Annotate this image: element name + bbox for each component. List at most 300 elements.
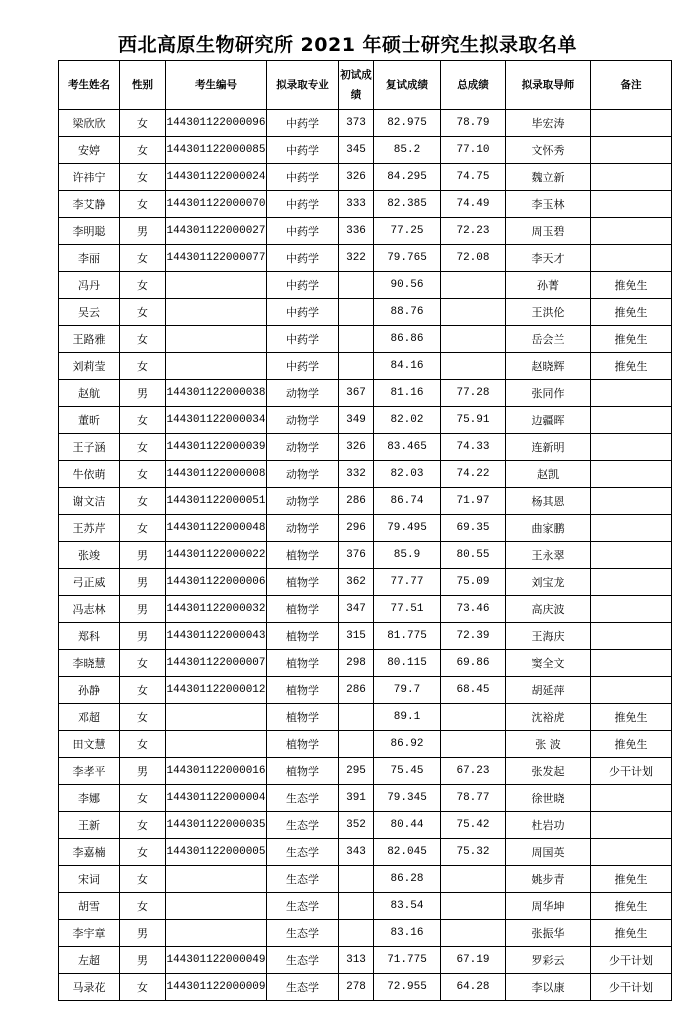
cell-major: 植物学 [267,596,339,623]
cell-total-score: 75.91 [441,407,506,434]
cell-candidate-id [166,353,267,380]
cell-candidate-id: 144301122000096 [166,110,267,137]
cell-candidate-id [166,299,267,326]
cell-retest-score: 82.02 [374,407,441,434]
table-row [59,407,672,434]
cell-initial-score: 322 [339,245,374,272]
cell-total-score: 68.45 [441,677,506,704]
cell-major: 植物学 [267,569,339,596]
cell-name: 李丽 [59,245,120,272]
cell-major: 中药学 [267,191,339,218]
cell-retest-score: 90.56 [374,272,441,299]
cell-name: 王子涵 [59,434,120,461]
cell-note [591,191,672,218]
cell-note: 推免生 [591,731,672,758]
cell-total-score: 72.23 [441,218,506,245]
table-row [59,461,672,488]
cell-gender: 女 [120,974,166,1001]
table-row [59,866,672,893]
cell-name: 宋词 [59,866,120,893]
cell-advisor: 杜岩功 [506,812,591,839]
cell-initial-score: 367 [339,380,374,407]
cell-gender: 女 [120,731,166,758]
cell-total-score [441,299,506,326]
cell-gender: 女 [120,191,166,218]
cell-note: 少干计划 [591,974,672,1001]
cell-candidate-id: 144301122000043 [166,623,267,650]
cell-note: 推免生 [591,326,672,353]
header-major: 拟录取专业 [267,61,339,110]
cell-total-score: 71.97 [441,488,506,515]
cell-advisor: 姚步青 [506,866,591,893]
cell-candidate-id: 144301122000049 [166,947,267,974]
cell-initial-score [339,920,374,947]
cell-major: 植物学 [267,758,339,785]
cell-name: 许祎宁 [59,164,120,191]
cell-note [591,596,672,623]
cell-initial-score [339,731,374,758]
cell-total-score: 67.23 [441,758,506,785]
cell-candidate-id [166,920,267,947]
cell-retest-score: 83.16 [374,920,441,947]
cell-advisor: 刘宝龙 [506,569,591,596]
cell-candidate-id: 144301122000027 [166,218,267,245]
cell-gender: 男 [120,569,166,596]
cell-note [591,812,672,839]
cell-total-score [441,893,506,920]
cell-initial-score [339,353,374,380]
cell-gender: 女 [120,245,166,272]
cell-candidate-id [166,731,267,758]
cell-total-score [441,353,506,380]
cell-total-score: 75.32 [441,839,506,866]
cell-initial-score: 347 [339,596,374,623]
cell-name: 郑科 [59,623,120,650]
cell-initial-score: 349 [339,407,374,434]
cell-advisor: 窦全文 [506,650,591,677]
table-row [59,542,672,569]
cell-initial-score: 313 [339,947,374,974]
header-retest-score: 复试成绩 [374,61,441,110]
cell-name: 冯志林 [59,596,120,623]
cell-major: 植物学 [267,677,339,704]
cell-name: 李嘉楠 [59,839,120,866]
cell-major: 中药学 [267,245,339,272]
cell-advisor: 张 波 [506,731,591,758]
cell-initial-score: 333 [339,191,374,218]
cell-initial-score: 326 [339,434,374,461]
cell-note [591,515,672,542]
cell-total-score [441,920,506,947]
cell-major: 生态学 [267,866,339,893]
cell-advisor: 赵凯 [506,461,591,488]
cell-candidate-id [166,866,267,893]
cell-gender: 女 [120,812,166,839]
cell-advisor: 魏立新 [506,164,591,191]
cell-note: 推免生 [591,893,672,920]
cell-advisor: 高庆波 [506,596,591,623]
cell-candidate-id [166,893,267,920]
cell-total-score: 80.55 [441,542,506,569]
cell-major: 中药学 [267,326,339,353]
cell-initial-score: 332 [339,461,374,488]
cell-note: 推免生 [591,272,672,299]
cell-total-score: 69.35 [441,515,506,542]
table-row [59,596,672,623]
cell-retest-score: 77.51 [374,596,441,623]
cell-advisor: 王永翠 [506,542,591,569]
table-row [59,839,672,866]
cell-name: 安婷 [59,137,120,164]
cell-initial-score [339,299,374,326]
header-name: 考生姓名 [59,61,120,110]
cell-major: 中药学 [267,218,339,245]
cell-name: 李宇章 [59,920,120,947]
cell-advisor: 徐世晓 [506,785,591,812]
cell-major: 生态学 [267,947,339,974]
cell-total-score: 74.22 [441,461,506,488]
admission-table [58,60,672,1001]
cell-retest-score: 79.765 [374,245,441,272]
cell-major: 动物学 [267,407,339,434]
cell-major: 中药学 [267,353,339,380]
cell-retest-score: 86.28 [374,866,441,893]
cell-major: 植物学 [267,731,339,758]
cell-total-score: 73.46 [441,596,506,623]
cell-gender: 男 [120,920,166,947]
cell-advisor: 王海庆 [506,623,591,650]
cell-candidate-id: 144301122000007 [166,650,267,677]
cell-gender: 男 [120,218,166,245]
cell-name: 弓正威 [59,569,120,596]
cell-name: 董昕 [59,407,120,434]
table-row [59,785,672,812]
cell-note [591,137,672,164]
cell-gender: 女 [120,434,166,461]
cell-gender: 男 [120,542,166,569]
cell-note [591,542,672,569]
cell-major: 中药学 [267,137,339,164]
cell-retest-score: 82.975 [374,110,441,137]
cell-candidate-id: 144301122000035 [166,812,267,839]
table-row [59,218,672,245]
cell-total-score [441,731,506,758]
cell-retest-score: 77.25 [374,218,441,245]
cell-initial-score [339,866,374,893]
cell-advisor: 文怀秀 [506,137,591,164]
table-row [59,353,672,380]
cell-retest-score: 79.495 [374,515,441,542]
table-row [59,650,672,677]
cell-total-score: 69.86 [441,650,506,677]
cell-retest-score: 86.92 [374,731,441,758]
cell-advisor: 曲家鹏 [506,515,591,542]
cell-note [591,380,672,407]
cell-initial-score: 376 [339,542,374,569]
cell-gender: 男 [120,758,166,785]
page-title: 西北高原生物研究所 2021 年硕士研究生拟录取名单 [117,34,578,56]
cell-total-score: 75.09 [441,569,506,596]
cell-note [591,110,672,137]
cell-gender: 女 [120,839,166,866]
cell-gender: 女 [120,353,166,380]
cell-note [591,407,672,434]
table-row [59,893,672,920]
cell-gender: 女 [120,704,166,731]
cell-note [591,488,672,515]
cell-initial-score: 315 [339,623,374,650]
cell-note [591,218,672,245]
cell-advisor: 赵晓辉 [506,353,591,380]
cell-gender: 女 [120,461,166,488]
cell-name: 刘莉莹 [59,353,120,380]
cell-candidate-id: 144301122000005 [166,839,267,866]
cell-total-score: 74.33 [441,434,506,461]
table-row [59,299,672,326]
table-row [59,164,672,191]
cell-gender: 女 [120,272,166,299]
cell-note [591,785,672,812]
cell-initial-score: 295 [339,758,374,785]
table-header-row [59,61,672,110]
cell-retest-score: 86.86 [374,326,441,353]
cell-retest-score: 81.775 [374,623,441,650]
cell-name: 赵航 [59,380,120,407]
cell-candidate-id [166,326,267,353]
cell-advisor: 罗彩云 [506,947,591,974]
table-row [59,974,672,1001]
cell-retest-score: 75.45 [374,758,441,785]
cell-candidate-id: 144301122000016 [166,758,267,785]
header-total-score: 总成绩 [441,61,506,110]
cell-total-score: 77.28 [441,380,506,407]
cell-initial-score [339,326,374,353]
table-row [59,623,672,650]
cell-note: 推免生 [591,353,672,380]
cell-candidate-id: 144301122000006 [166,569,267,596]
cell-note: 推免生 [591,704,672,731]
cell-name: 李晓慧 [59,650,120,677]
cell-gender: 女 [120,677,166,704]
cell-note [591,461,672,488]
table-row [59,515,672,542]
cell-retest-score: 72.955 [374,974,441,1001]
cell-name: 田文慧 [59,731,120,758]
cell-gender: 女 [120,866,166,893]
cell-retest-score: 81.16 [374,380,441,407]
table-row [59,812,672,839]
cell-advisor: 周玉碧 [506,218,591,245]
cell-name: 王苏芹 [59,515,120,542]
table-row [59,704,672,731]
table-row [59,110,672,137]
cell-total-score: 72.39 [441,623,506,650]
cell-major: 中药学 [267,272,339,299]
cell-name: 吴云 [59,299,120,326]
cell-candidate-id: 144301122000009 [166,974,267,1001]
cell-advisor: 边疆晖 [506,407,591,434]
cell-name: 左超 [59,947,120,974]
table-row [59,677,672,704]
cell-total-score: 67.19 [441,947,506,974]
cell-advisor: 周国英 [506,839,591,866]
cell-note: 少干计划 [591,947,672,974]
cell-candidate-id: 144301122000048 [166,515,267,542]
table-row [59,191,672,218]
cell-name: 王新 [59,812,120,839]
cell-advisor: 孙菁 [506,272,591,299]
cell-major: 动物学 [267,515,339,542]
table-row [59,137,672,164]
cell-gender: 女 [120,488,166,515]
cell-candidate-id: 144301122000008 [166,461,267,488]
cell-retest-score: 86.74 [374,488,441,515]
cell-initial-score: 336 [339,218,374,245]
cell-name: 王路雅 [59,326,120,353]
cell-retest-score: 77.77 [374,569,441,596]
cell-gender: 男 [120,947,166,974]
cell-note [591,569,672,596]
cell-total-score: 64.28 [441,974,506,1001]
cell-gender: 女 [120,515,166,542]
cell-candidate-id: 144301122000077 [166,245,267,272]
cell-name: 李孝平 [59,758,120,785]
cell-retest-score: 88.76 [374,299,441,326]
cell-candidate-id: 144301122000012 [166,677,267,704]
cell-note [591,245,672,272]
cell-note [591,623,672,650]
cell-candidate-id: 144301122000022 [166,542,267,569]
cell-major: 生态学 [267,785,339,812]
cell-candidate-id: 144301122000032 [166,596,267,623]
cell-name: 冯丹 [59,272,120,299]
cell-retest-score: 83.54 [374,893,441,920]
cell-initial-score: 298 [339,650,374,677]
cell-candidate-id: 144301122000034 [166,407,267,434]
cell-major: 生态学 [267,893,339,920]
cell-total-score [441,704,506,731]
cell-total-score: 77.10 [441,137,506,164]
cell-retest-score: 83.465 [374,434,441,461]
cell-major: 动物学 [267,488,339,515]
cell-major: 植物学 [267,542,339,569]
cell-initial-score [339,272,374,299]
cell-major: 生态学 [267,920,339,947]
cell-initial-score: 296 [339,515,374,542]
cell-retest-score: 71.775 [374,947,441,974]
cell-major: 植物学 [267,623,339,650]
cell-gender: 女 [120,893,166,920]
cell-total-score: 78.79 [441,110,506,137]
cell-retest-score: 80.115 [374,650,441,677]
cell-retest-score: 85.2 [374,137,441,164]
cell-name: 邓超 [59,704,120,731]
cell-retest-score: 79.345 [374,785,441,812]
cell-major: 动物学 [267,380,339,407]
table-row [59,434,672,461]
cell-gender: 女 [120,407,166,434]
table-row [59,245,672,272]
cell-total-score [441,272,506,299]
cell-gender: 女 [120,137,166,164]
cell-retest-score: 82.385 [374,191,441,218]
cell-note [591,839,672,866]
cell-initial-score: 391 [339,785,374,812]
cell-major: 植物学 [267,704,339,731]
cell-advisor: 张发起 [506,758,591,785]
cell-gender: 女 [120,110,166,137]
cell-gender: 女 [120,326,166,353]
table-row [59,920,672,947]
header-advisor: 拟录取导师 [506,61,591,110]
header-initial-score: 初试成绩 [339,61,374,110]
header-candidate-id: 考生编号 [166,61,267,110]
table-row [59,326,672,353]
cell-advisor: 王洪伦 [506,299,591,326]
table-row [59,758,672,785]
cell-advisor: 岳会兰 [506,326,591,353]
cell-total-score: 75.42 [441,812,506,839]
cell-advisor: 李天才 [506,245,591,272]
cell-initial-score: 373 [339,110,374,137]
cell-advisor: 李以康 [506,974,591,1001]
cell-total-score [441,866,506,893]
table-row [59,947,672,974]
cell-name: 马录花 [59,974,120,1001]
cell-total-score: 74.75 [441,164,506,191]
cell-name: 胡雪 [59,893,120,920]
cell-candidate-id: 144301122000004 [166,785,267,812]
cell-major: 动物学 [267,434,339,461]
cell-name: 孙静 [59,677,120,704]
cell-major: 生态学 [267,812,339,839]
table-row [59,380,672,407]
cell-note: 推免生 [591,866,672,893]
cell-initial-score: 343 [339,839,374,866]
cell-candidate-id: 144301122000039 [166,434,267,461]
cell-retest-score: 82.03 [374,461,441,488]
cell-major: 生态学 [267,839,339,866]
cell-candidate-id: 144301122000024 [166,164,267,191]
cell-initial-score [339,704,374,731]
cell-retest-score: 84.16 [374,353,441,380]
cell-name: 谢文洁 [59,488,120,515]
cell-advisor: 张同作 [506,380,591,407]
cell-advisor: 张振华 [506,920,591,947]
cell-retest-score: 84.295 [374,164,441,191]
cell-note: 少干计划 [591,758,672,785]
cell-note [591,650,672,677]
cell-major: 中药学 [267,299,339,326]
cell-major: 中药学 [267,164,339,191]
cell-note [591,164,672,191]
header-gender: 性别 [120,61,166,110]
cell-gender: 女 [120,650,166,677]
cell-gender: 男 [120,623,166,650]
table-row [59,488,672,515]
cell-advisor: 杨其恩 [506,488,591,515]
cell-initial-score [339,893,374,920]
cell-retest-score: 85.9 [374,542,441,569]
cell-retest-score: 80.44 [374,812,441,839]
cell-note [591,434,672,461]
header-note: 备注 [591,61,672,110]
cell-name: 李明聪 [59,218,120,245]
cell-advisor: 李玉林 [506,191,591,218]
table-row [59,569,672,596]
cell-candidate-id: 144301122000038 [166,380,267,407]
cell-gender: 女 [120,299,166,326]
